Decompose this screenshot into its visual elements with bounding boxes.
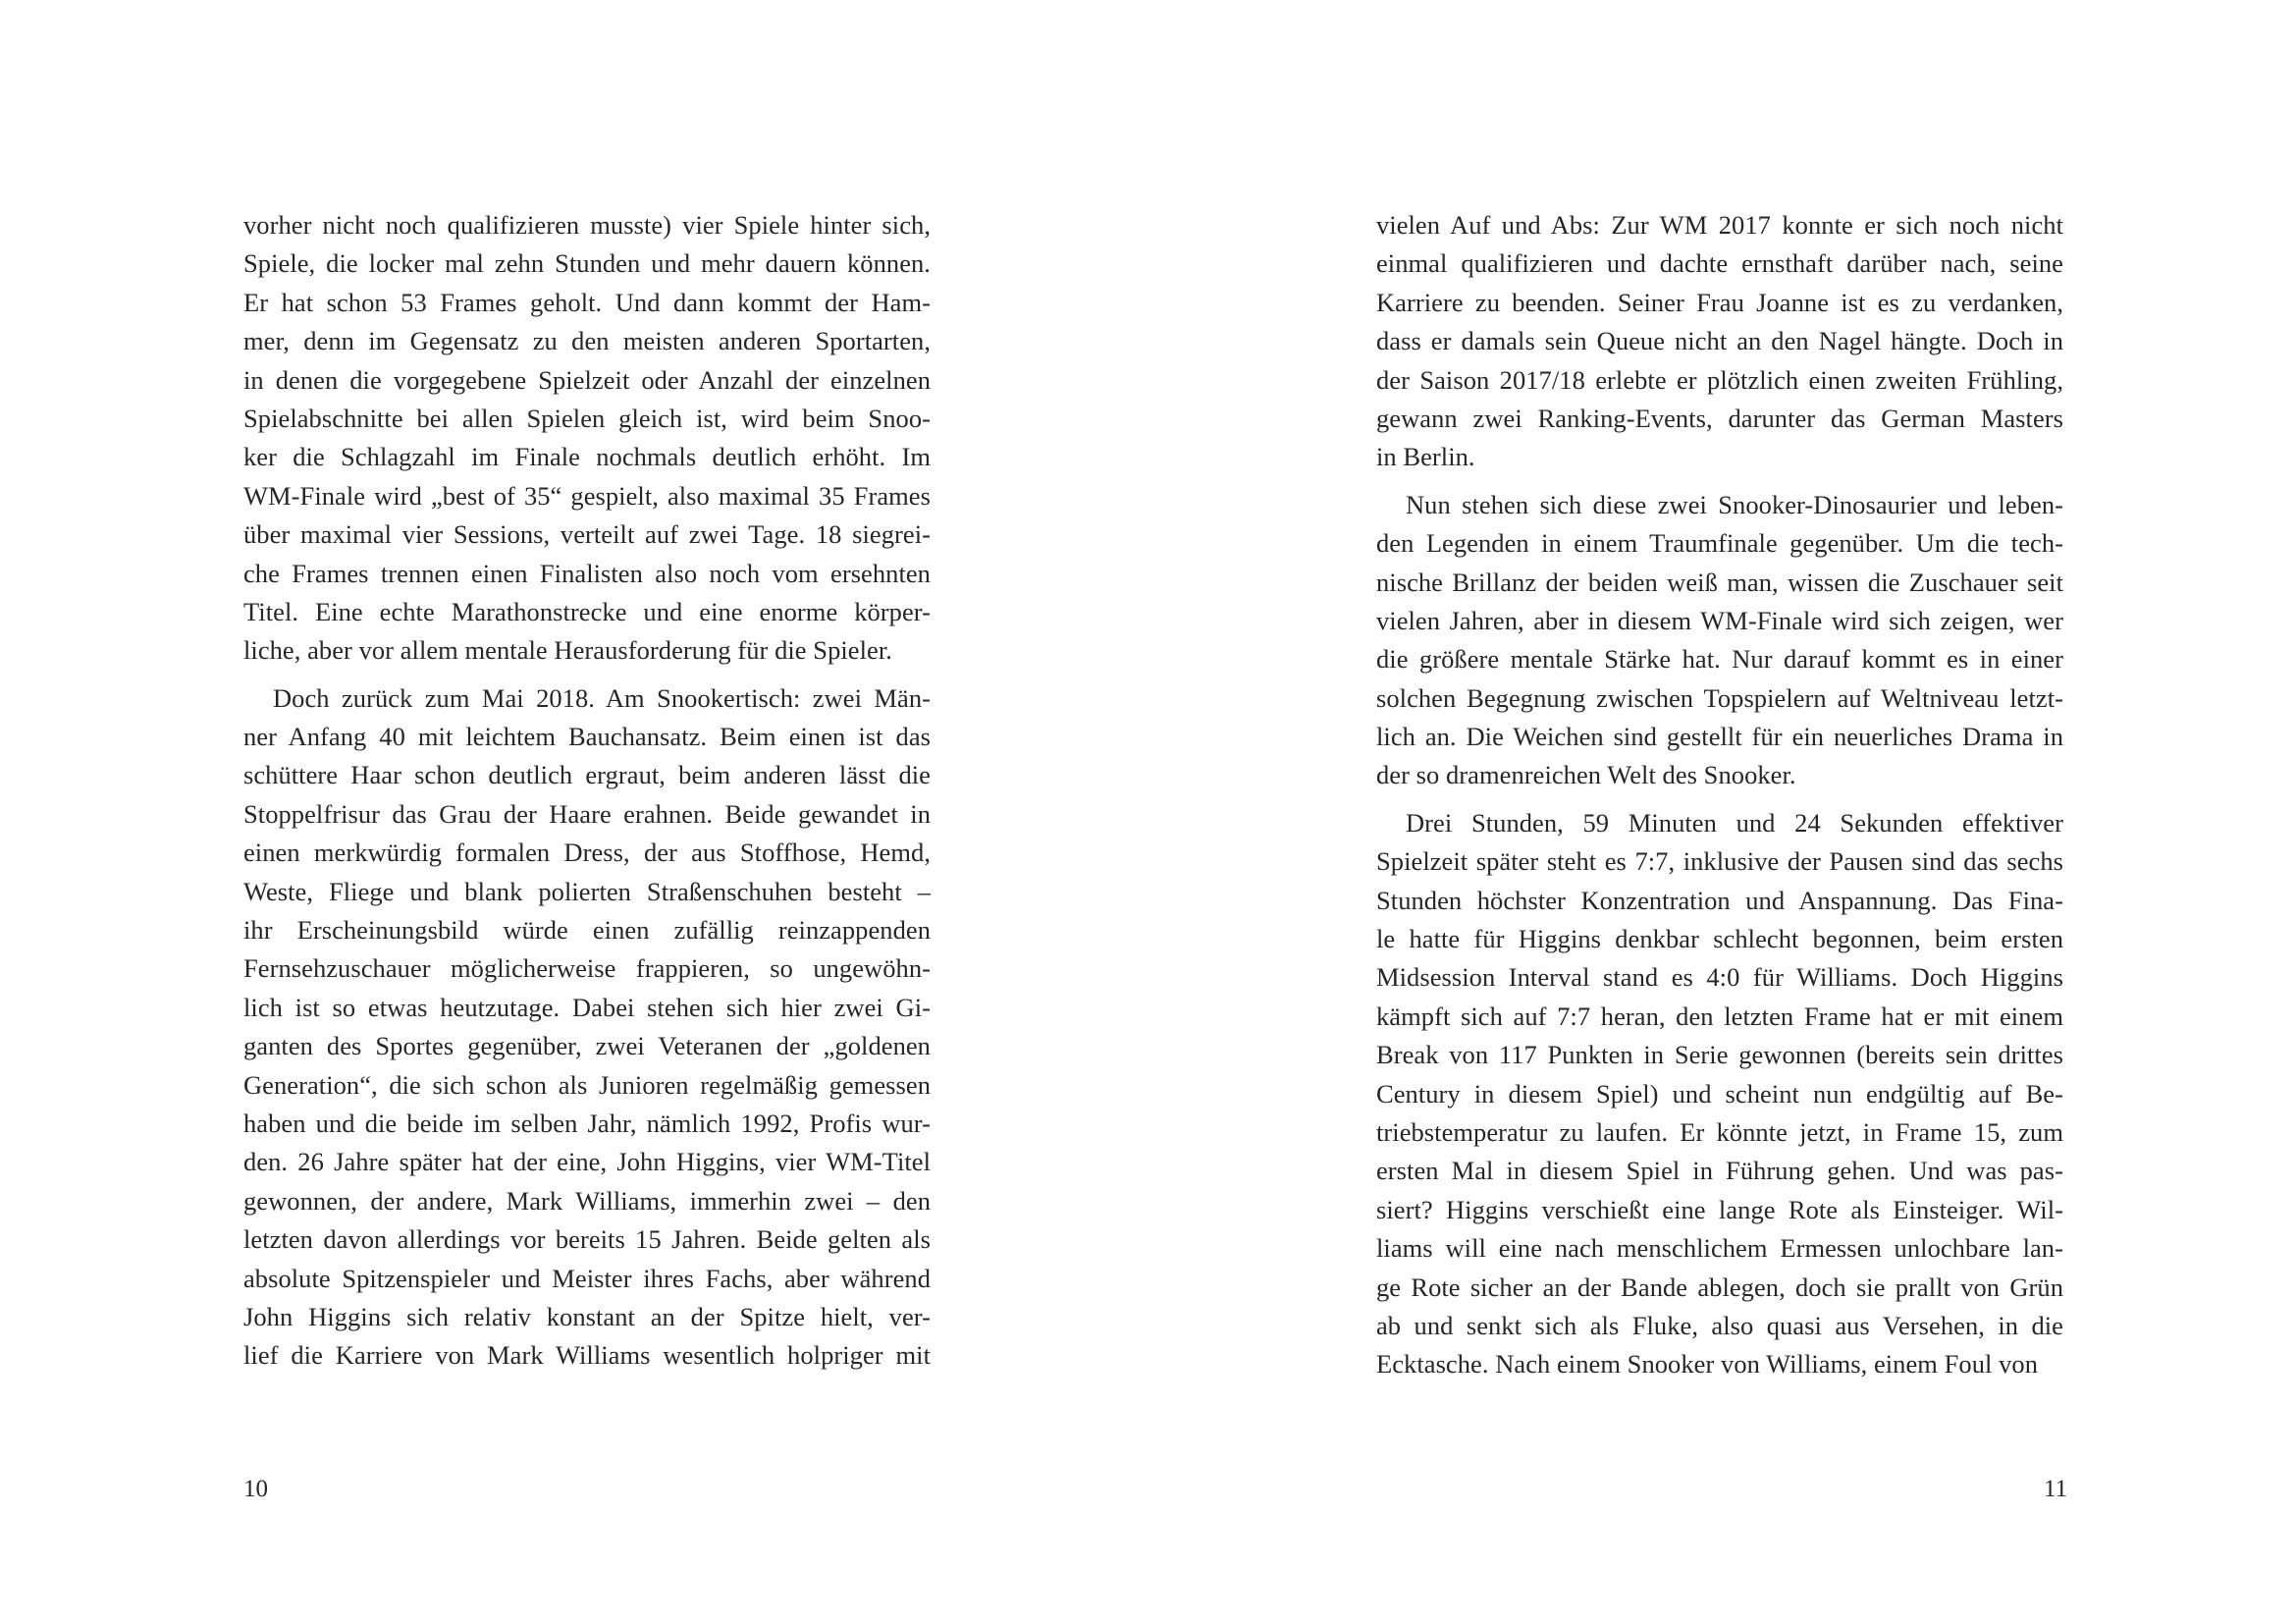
text-line: Century in diesem Spiel) und scheint nun endgültig auf Be- — [1376, 1078, 2063, 1109]
paragraph — [1376, 206, 2063, 477]
text-line: le hatte für Higgins denkbar schlecht begonnen, beim ersten — [1376, 924, 2063, 954]
text-line: liche, aber vor allem mentale Herausforderung für die Spieler. — [243, 635, 892, 666]
left-page-number: 10 — [243, 1476, 268, 1502]
text-line: ab und senkt sich als Fluke, also quasi aus Versehen, in die — [1376, 1310, 2063, 1340]
text-line: vorher nicht noch qualifizieren musste) vier Spiele hinter sich, — [243, 210, 931, 240]
text-line: den Legenden in einem Traumfinale gegenüber. Um die tech- — [1376, 528, 2063, 559]
text-line: absolute Spitzenspieler und Meister ihres Fachs, aber während — [243, 1263, 931, 1293]
text-line: lief die Karriere von Mark Williams wesentlich holpriger mit — [243, 1340, 931, 1371]
text-line: WM-Finale wird „best of 35“ gespielt, also maximal 35 Frames — [243, 480, 931, 511]
text-line: haben und die beide im selben Jahr, nämlich 1992, Profis wur- — [243, 1108, 931, 1138]
text-line: kämpft sich auf 7:7 heran, den letzten Frame hat er mit einem — [1376, 1001, 2063, 1031]
text-line: schüttere Haar schon deutlich ergraut, beim anderen lässt die — [243, 760, 931, 790]
text-line: der Saison 2017/18 erlebte er plötzlich einen zweiten Frühling, — [1376, 364, 2063, 395]
paragraph — [1376, 804, 2063, 1384]
text-line: einmal qualifizieren und dachte ernsthaft darüber nach, seine — [1376, 248, 2063, 279]
text-line: Doch zurück zum Mai 2018. Am Snookertisch: zwei Män- — [273, 682, 931, 713]
text-line: Titel. Eine echte Marathonstrecke und eine enorme körper- — [243, 596, 931, 626]
text-line: ersten Mal in diesem Spiel in Führung gehen. Und was pas- — [1376, 1156, 2063, 1186]
right-page-number: 11 — [2044, 1476, 2068, 1502]
text-line: Fernsehzuschauer möglicherweise frappieren, so ungewöhn- — [243, 953, 931, 984]
text-line: gewonnen, der andere, Mark Williams, immerhin zwei – den — [243, 1185, 931, 1216]
text-line: vielen Jahren, aber in diesem WM-Finale wird sich zeigen, wer — [1376, 605, 2063, 635]
text-line: che Frames trennen einen Finalisten also noch vom ersehnten — [243, 558, 931, 588]
text-line: triebstemperatur zu laufen. Er könnte jetzt, in Frame 15, zum — [1376, 1116, 2063, 1147]
text-line: lich ist so etwas heutzutage. Dabei stehen sich hier zwei Gi- — [243, 992, 931, 1022]
text-line: Karriere zu beenden. Seiner Frau Joanne ist es zu verdanken, — [1376, 287, 2063, 317]
text-line: Drei Stunden, 59 Minuten und 24 Sekunden effektiver — [1406, 807, 2063, 838]
text-line: Stoppelfrisur das Grau der Haare erahnen. Beide gewandet in — [243, 798, 931, 829]
text-line: ganten des Sportes gegenüber, zwei Veteranen der „goldenen — [243, 1031, 931, 1061]
text-line: nische Brillanz der beiden weiß man, wissen die Zuschauer seit — [1376, 567, 2063, 597]
paragraph-gap — [1376, 477, 2063, 486]
right-text-column — [1376, 206, 2063, 1384]
text-line: mer, denn im Gegensatz zu den meisten anderen Sportarten, — [243, 326, 931, 356]
paragraph-gap — [243, 671, 931, 679]
text-line: in Berlin. — [1376, 442, 1475, 472]
text-line: siert? Higgins verschießt eine lange Rote als Einsteiger. Wil- — [1376, 1194, 2063, 1224]
text-line: Stunden höchster Konzentration und Anspannung. Das Fina- — [1376, 885, 2063, 915]
text-line: über maximal vier Sessions, verteilt auf zwei Tage. 18 siegrei- — [243, 519, 931, 550]
paragraph — [243, 206, 931, 671]
text-line: Er hat schon 53 Frames geholt. Und dann kommt der Ham- — [243, 287, 931, 317]
text-line: einen merkwürdig formalen Dress, der aus Stoffhose, Hemd, — [243, 838, 931, 868]
text-line: lich an. Die Weichen sind gestellt für ein neuerliches Drama in — [1376, 722, 2063, 752]
text-line: ner Anfang 40 mit leichtem Bauchansatz. Beim einen ist das — [243, 722, 931, 752]
text-line: solchen Begegnung zwischen Topspielern auf Weltniveau letzt- — [1376, 682, 2063, 713]
text-line: den. 26 Jahre später hat der eine, John Higgins, vier WM-Titel — [243, 1147, 931, 1177]
text-line: Ecktasche. Nach einem Snooker von Williams, einem Foul von — [1376, 1349, 2039, 1380]
text-line: in denen die vorgegebene Spielzeit oder Anzahl der einzelnen — [243, 364, 931, 395]
paragraph — [243, 679, 931, 1376]
text-line: liams will eine nach menschlichem Ermessen unlochbare lan- — [1376, 1233, 2063, 1264]
text-line: Nun stehen sich diese zwei Snooker-Dinosaurier und leben- — [1406, 489, 2063, 519]
text-line: Spielzeit später steht es 7:7, inklusive der Pausen sind das sechs — [1376, 846, 2063, 877]
text-line: Break von 117 Punkten in Serie gewonnen (bereits sein drittes — [1376, 1040, 2063, 1070]
text-line: Spiele, die locker mal zehn Stunden und mehr dauern können. — [243, 248, 931, 279]
text-line: ker die Schlagzahl im Finale nochmals deutlich erhöht. Im — [243, 442, 931, 472]
text-line: ge Rote sicher an der Bande ablegen, doch sie prallt von Grün — [1376, 1272, 2063, 1302]
text-line: Generation“, die sich schon als Junioren regelmäßig gemessen — [243, 1069, 931, 1100]
text-line: Weste, Fliege und blank polierten Straßenschuhen besteht – — [243, 876, 931, 906]
text-line: die größere mentale Stärke hat. Nur darauf kommt es in einer — [1376, 644, 2063, 675]
text-line: der so dramenreichen Welt des Snooker. — [1376, 760, 1796, 790]
text-line: letzten davon allerdings vor bereits 15 Jahren. Beide gelten als — [243, 1224, 931, 1255]
text-line: dass er damals sein Queue nicht an den Nagel hängte. Doch in — [1376, 326, 2063, 356]
text-line: Spielabschnitte bei allen Spielen gleich ist, wird beim Snoo- — [243, 403, 931, 433]
paragraph — [1376, 486, 2063, 795]
text-line: gewann zwei Ranking-Events, darunter das German Masters — [1376, 403, 2063, 433]
paragraph-gap — [1376, 795, 2063, 804]
text-line: ihr Erscheinungsbild würde einen zufällig reinzappenden — [243, 915, 931, 946]
text-line: Midsession Interval stand es 4:0 für Williams. Doch Higgins — [1376, 962, 2063, 993]
left-text-column — [243, 206, 931, 1376]
text-line: John Higgins sich relativ konstant an der Spitze hielt, ver- — [243, 1301, 931, 1331]
right-page — [1148, 0, 2296, 1624]
text-line: vielen Auf und Abs: Zur WM 2017 konnte er sich noch nicht — [1376, 210, 2063, 240]
